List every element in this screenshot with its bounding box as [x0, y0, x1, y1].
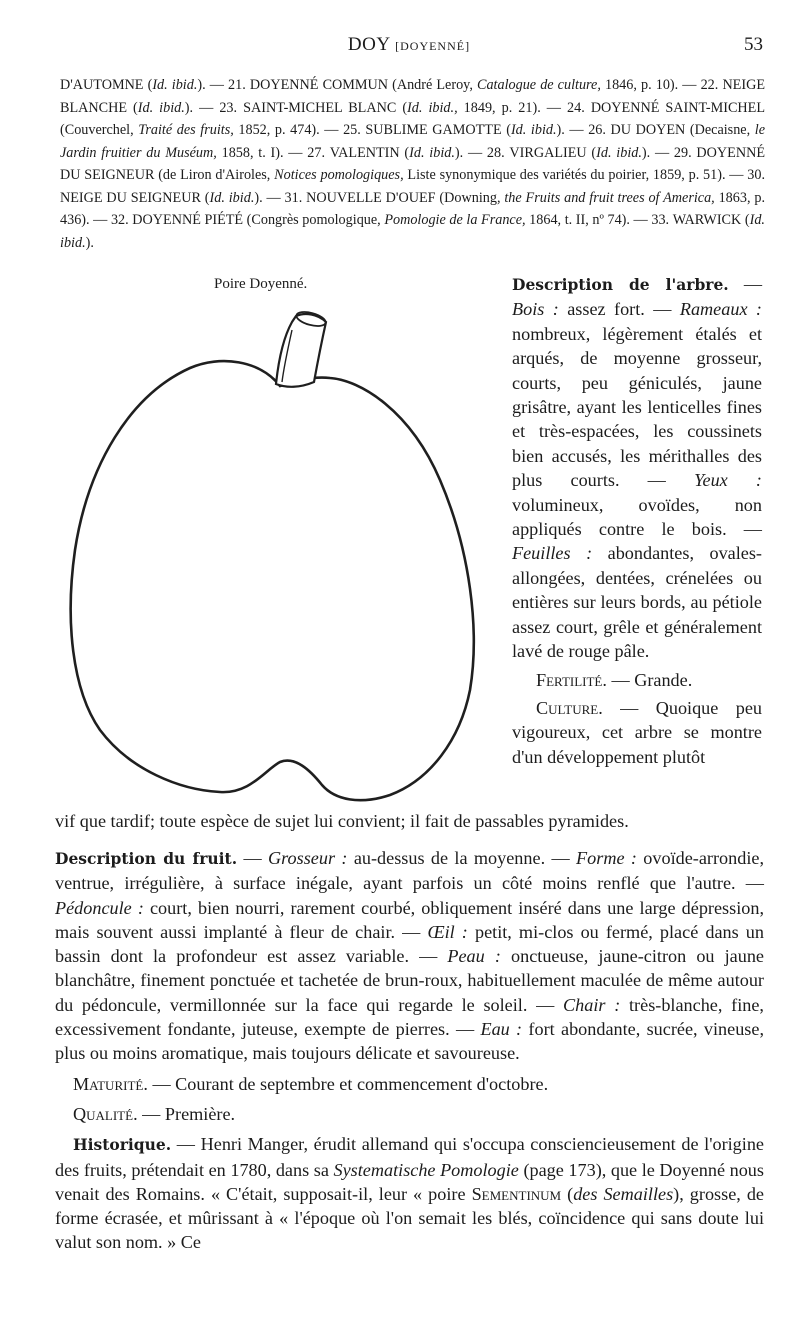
fruit-description-paragraph — [55, 846, 764, 1066]
reference-detail: ). — 29. — [641, 144, 697, 161]
header-title — [55, 34, 763, 56]
body-text: abondantes, ovales-allongées, dentées, crénelées ou entières sur leurs bords, au pétiole assez court, grêle et généralement lavé de rouge pâle. — [512, 543, 762, 662]
tree-description-column — [512, 272, 762, 769]
maturity-label: Maturité. — [73, 1073, 148, 1094]
culture-label: Culture. — [536, 697, 603, 718]
reference-name: DOYENNÉ COMMUN — [249, 77, 388, 93]
italic-term: Chair : — [563, 994, 621, 1015]
reference-text: (Couverchel, — [60, 122, 139, 138]
reference-text: (de Liron d'Airoles, — [154, 167, 275, 183]
culture-continued-line: vif que tardif; toute espèce de sujet lui convient; il fait de passables pyramides. — [55, 811, 629, 831]
culture-text: — Quoique peu vigoureux, cet arbre se montre d'un développement plutôt — [512, 697, 762, 767]
running-header — [55, 34, 763, 60]
reference-name: VALENTIN — [329, 144, 400, 161]
reference-text: ( — [396, 99, 408, 116]
tree-description-paragraph — [512, 272, 762, 664]
header-title-main: DOY — [347, 34, 390, 55]
fertility-text: — Grande. — [606, 669, 693, 690]
tree-description-heading: Description de l'arbre. — [512, 275, 729, 294]
italic-term: Bois : — [512, 299, 559, 320]
reference-detail: 1864, t. II, nº 74). — 33. — [525, 212, 673, 228]
italic-term: Systematische Pomologie — [333, 1159, 519, 1180]
reference-text: (Downing, — [435, 189, 505, 206]
tree-description-text — [512, 274, 762, 661]
quality-text: — Première. — [137, 1103, 236, 1124]
quality-label: Qualité. — [73, 1103, 138, 1124]
body-text: court, bien nourri, rarement courbé, obliquement inséré dans une large dépression, mais souvent aussi implanté à fleur de chair. — — [55, 897, 764, 942]
reference-text: (Decaisne, — [685, 122, 755, 138]
body-text: au-dessus de la moyenne. — — [347, 848, 577, 868]
italic-term: Forme : — [576, 848, 637, 868]
reference-source: Notices pomologiques, — [274, 167, 404, 183]
reference-source: Id. ibid. — [152, 77, 198, 93]
reference-detail: 1846, p. 10). — 22. — [600, 77, 723, 93]
italic-term: des Semailles — [573, 1183, 674, 1204]
fertility-paragraph — [512, 668, 762, 692]
body-text: ), grosse, de forme écrasée, et mûrissant à « l'époque où l'on semait les blés, coïncidence qui sans doute lui valut son nom. » Ce — [55, 1183, 764, 1253]
reference-detail: ). — 21. — [197, 77, 250, 93]
page-number: 53 — [744, 34, 763, 55]
history-heading: Historique. — [73, 1135, 172, 1155]
reference-source: Id. ibid. — [596, 144, 642, 161]
reference-name: DOYENNÉ DU SEIGNEUR — [60, 144, 765, 183]
header-title-sub: [DOYENNÉ] — [395, 39, 471, 53]
reference-name: SUBLIME GAMOTTE — [365, 122, 502, 138]
fruit-description-text — [55, 848, 764, 1063]
fruit-description-section — [55, 846, 764, 1255]
italic-term: Pédoncule : — [55, 897, 144, 918]
synonym-references — [60, 74, 765, 254]
reference-source: Id. ibid. — [510, 122, 557, 138]
quality-paragraph — [55, 1102, 764, 1126]
body-text: (page 173), que le Doyenné nous venait des Romains. « C'était, supposait-il, leur « poire — [55, 1159, 764, 1204]
reference-detail: ). — [85, 234, 94, 251]
reference-name: DOYENNÉ SAINT-MICHEL — [590, 99, 765, 116]
culture-paragraph — [512, 696, 762, 769]
italic-term: Yeux : — [694, 470, 762, 491]
reference-text: ( — [143, 77, 153, 93]
reference-detail: ). — 31. — [254, 189, 307, 206]
fertility-label: Fertilité. — [536, 669, 607, 690]
pear-illustration — [60, 300, 510, 810]
reference-name: DU DOYEN — [610, 122, 686, 138]
reference-text: (André Leroy, — [388, 77, 477, 93]
reference-name: NEIGE DU SEIGNEUR — [60, 189, 201, 206]
reference-text: ( — [399, 144, 410, 161]
italic-term: Œil : — [427, 921, 468, 942]
maturity-text: — Courant de septembre et commencement d'octobre. — [147, 1073, 549, 1094]
body-text: assez fort. — — [558, 299, 680, 320]
reference-text: ( — [586, 144, 597, 161]
body-text: ( — [561, 1183, 574, 1204]
body-text: onctueuse, jaune-citron ou jaune blanchâtre, finement ponctuée et tachetée de brun-roux, habituellement maculée de même autour du pédoncule, vermillonnée sur la face qui regarde le soleil. — — [55, 946, 764, 1015]
reference-name: NEIGE BLANCHE — [60, 77, 765, 116]
body-text: volumineux, ovoïdes, non appliqués contre le bois. — — [512, 494, 762, 540]
reference-name: VIRGALIEU — [509, 144, 587, 161]
reference-source: Id. ibid. — [209, 189, 255, 206]
history-paragraph — [55, 1132, 764, 1254]
italic-term: Rameaux : — [679, 299, 762, 320]
reference-source: le Jardin fruitier du Muséum, — [60, 122, 765, 161]
reference-text: (Congrès pomologique, — [243, 212, 385, 228]
italic-term: Eau : — [480, 1019, 523, 1040]
reference-detail: 1863, p. 436). — 32. — [60, 189, 766, 228]
reference-text: ( — [127, 99, 138, 116]
reference-detail: ). — 26. — [556, 122, 611, 138]
reference-detail: 1858, t. I). — 27. — [216, 144, 330, 161]
reference-source: Id. ibid. — [137, 99, 185, 116]
fruit-description-heading: Description du fruit. — [55, 849, 238, 868]
figure-caption: Poire Doyenné. — [214, 276, 308, 292]
body-text: — — [728, 274, 762, 294]
body-text: nombreux, légèrement étalés et arqués, de moyenne grosseur, courts, peu géniculés, jaune grisâtre, ayant les lenticelles fines et très-espacées, les coussinets bien accusés, les mérithalles des plus courts. — — [512, 323, 762, 491]
reference-name: D'AUTOMNE — [60, 77, 144, 93]
reference-detail: ). — 28. — [454, 144, 510, 161]
reference-text: ( — [200, 189, 210, 206]
reference-detail: ). — 23. — [184, 99, 244, 116]
body-text: — Henri Manger, érudit allemand qui s'occupa consciencieusement de l'origine des fruits, prétendait en 1780, dans sa — [55, 1134, 764, 1180]
reference-detail: 1852, p. 474). — 25. — [233, 122, 366, 138]
reference-name: SAINT-MICHEL BLANC — [243, 99, 397, 116]
reference-text: ( — [501, 122, 511, 138]
body-text: très-blanche, fine, excessivement fondante, juteuse, exempte de pierres. — — [55, 994, 764, 1040]
body-text: ovoïde-arrondie, ventrue, irrégulière, à surface inégale, ayant parfois un côté moins renflé que l'autre. — — [55, 848, 764, 894]
reference-detail: Liste synonymique des variétés du poirier, 1859, p. 51). — 30. — [403, 167, 765, 183]
reference-source: Traité des fruits, — [138, 122, 234, 138]
italic-term: Grosseur : — [268, 848, 348, 868]
reference-source: Id. ibid., — [407, 99, 458, 116]
body-text: Sementinum — [471, 1183, 562, 1204]
reference-name: WARWICK — [672, 212, 742, 228]
reference-source: the Fruits and fruit trees of America, — [504, 189, 715, 206]
body-text: — — [237, 848, 268, 868]
pear-outline — [71, 361, 474, 800]
reference-text: ( — [741, 212, 750, 228]
reference-source: Id. ibid. — [60, 212, 765, 251]
reference-source: Pomologie de la France, — [384, 212, 526, 228]
reference-detail: 1849, p. 21). — 24. — [457, 99, 591, 116]
reference-name: NOUVELLE D'OUEF — [306, 189, 436, 206]
reference-source: Id. ibid. — [409, 144, 455, 161]
maturity-paragraph — [55, 1072, 764, 1096]
italic-term: Feuilles : — [512, 543, 593, 564]
body-text: petit, mi-clos ou fermé, placé dans un bassin dont la profondeur est assez variable. — — [55, 921, 764, 967]
body-text: fort abondante, sucrée, vineuse, plus ou moins aromatique, mais toujours délicate et savoureuse. — [55, 1019, 765, 1064]
reference-source: Catalogue de culture, — [476, 77, 601, 93]
italic-term: Peau : — [447, 946, 501, 967]
reference-name: DOYENNÉ PIÉTÉ — [132, 212, 244, 228]
